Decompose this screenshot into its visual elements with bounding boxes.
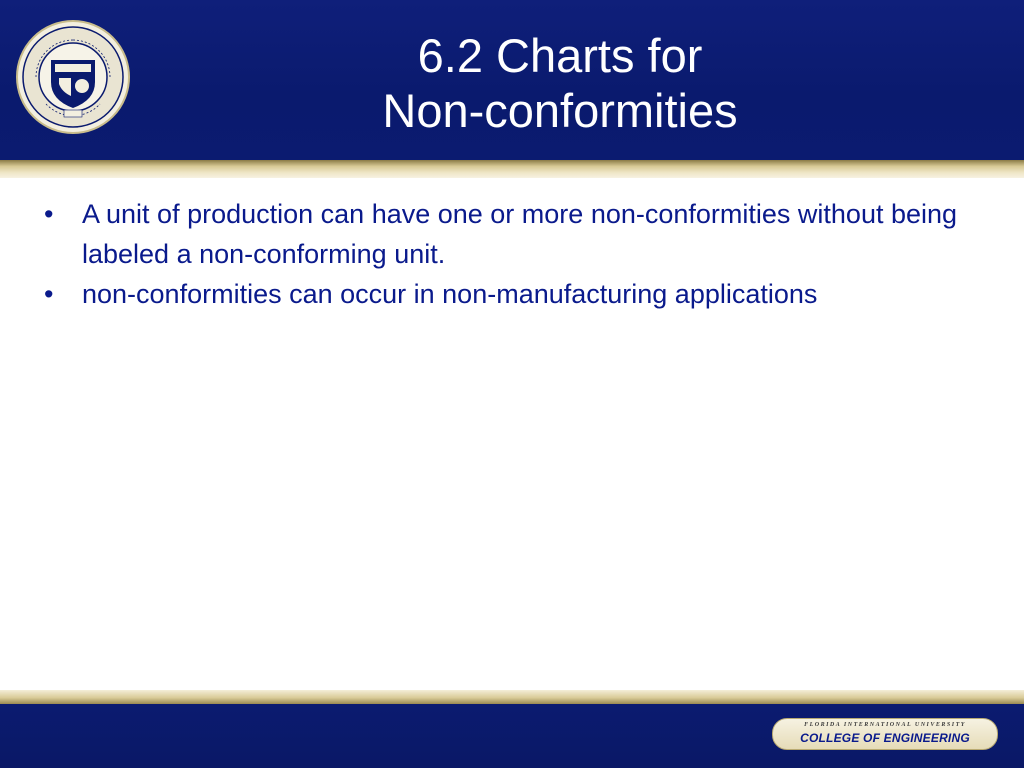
university-seal-logo	[16, 20, 130, 134]
bullet-list	[40, 194, 1000, 314]
footer-gold-stripe	[0, 690, 1024, 704]
bullet-item	[40, 274, 1000, 314]
bullet-text: non-conformities can occur in non-manufacturing applications	[82, 279, 818, 309]
college-badge-logo	[772, 718, 998, 750]
bullet-text: A unit of production can have one or more non-conformities without being labeled a non-conforming unit.	[82, 199, 958, 269]
slide-title	[230, 28, 890, 138]
badge-university-text: FLORIDA INTERNATIONAL UNIVERSITY	[804, 722, 966, 728]
badge-college-text: COLLEGE OF ENGINEERING	[800, 731, 970, 745]
slide-title-line-1: 6.2 Charts for	[417, 29, 703, 82]
header-gold-stripe	[0, 160, 1024, 178]
bullet-item	[40, 194, 1000, 274]
slide-title-line-2: Non-conformities	[382, 84, 738, 137]
bullet-marker: •	[44, 279, 54, 309]
bullet-marker: •	[44, 199, 54, 229]
